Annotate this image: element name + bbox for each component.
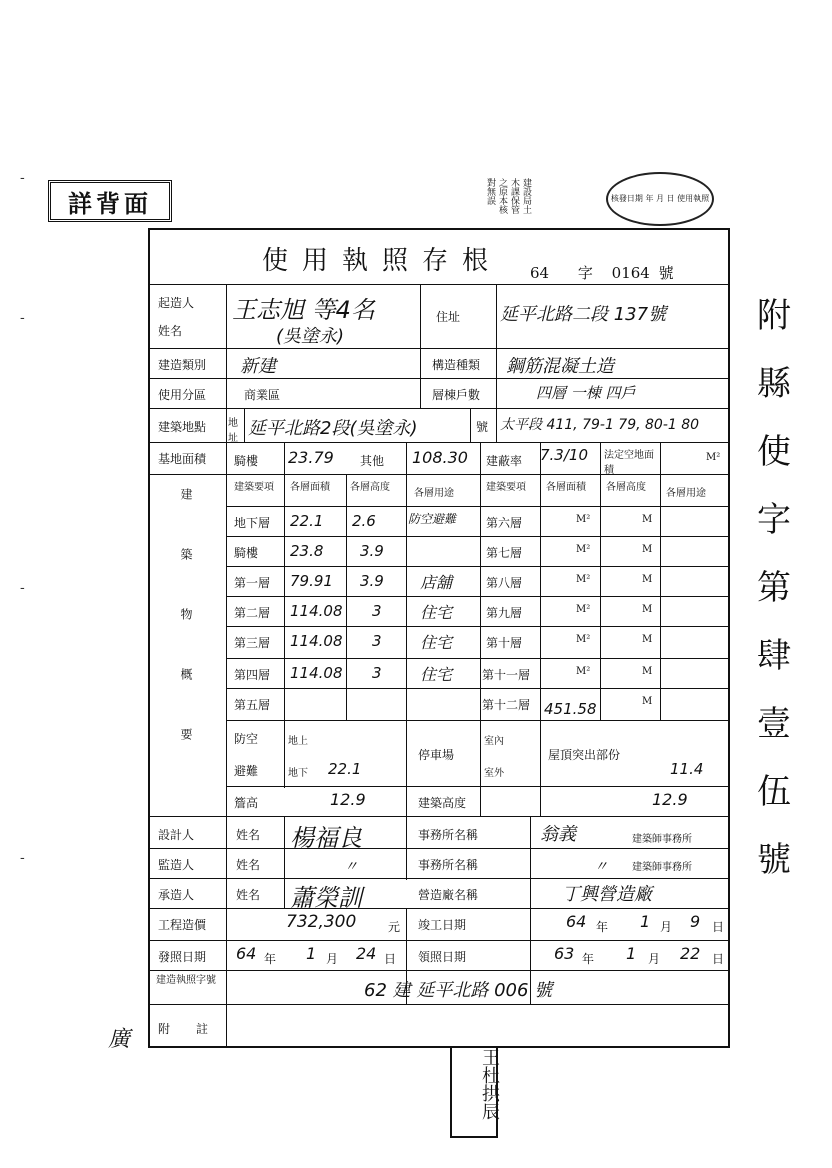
label-category: 建造類別 bbox=[158, 358, 207, 372]
label-bheight: 建築高度 bbox=[418, 796, 467, 810]
label-month: 月 bbox=[648, 952, 661, 966]
rule bbox=[226, 596, 730, 597]
label-eave: 簷高 bbox=[234, 796, 259, 810]
row-arcade: 騎樓 bbox=[234, 546, 259, 560]
value-designer-office-note: 建築師事務所 bbox=[632, 834, 692, 845]
side-seal-text bbox=[744, 282, 804, 894]
value-contractor: 蕭榮訓 bbox=[290, 884, 362, 912]
col-area-2: 各層面積 bbox=[546, 482, 586, 493]
rule bbox=[226, 536, 730, 537]
rule bbox=[226, 284, 227, 1048]
rule bbox=[480, 442, 481, 816]
rule bbox=[226, 506, 730, 507]
value-permit: 62 建 延平北路 006 號 bbox=[364, 980, 553, 1001]
rule bbox=[148, 1004, 730, 1005]
row-f7: 第七層 bbox=[486, 546, 523, 560]
rule bbox=[148, 878, 730, 879]
value-eave: 12.9 bbox=[330, 790, 366, 809]
serial-word: 字 bbox=[577, 264, 593, 282]
value-coverage: 7.3/10 bbox=[540, 446, 588, 464]
value-total-area: 451.58 bbox=[544, 700, 597, 718]
rule bbox=[226, 566, 730, 567]
unit: M² bbox=[576, 574, 591, 585]
label-receive: 領照日期 bbox=[418, 950, 467, 964]
row-f9: 第九層 bbox=[486, 606, 523, 620]
label-name: 姓名 bbox=[236, 858, 261, 872]
rule bbox=[226, 786, 730, 787]
label-month: 月 bbox=[660, 920, 673, 934]
label-area: 基地面積 bbox=[158, 452, 207, 466]
row-f8: 第八層 bbox=[486, 576, 523, 590]
label-parking: 停車場 bbox=[418, 748, 455, 762]
value-receive-day: 22 bbox=[680, 944, 701, 963]
value-f4-height: 3 bbox=[372, 664, 382, 682]
label-permit: 建造執照字號 bbox=[156, 975, 216, 986]
margin-mark: - bbox=[20, 310, 25, 326]
label-day: 日 bbox=[384, 952, 397, 966]
label-arcade: 騎樓 bbox=[234, 454, 259, 468]
value-arcade-row-height: 3.9 bbox=[360, 542, 384, 560]
label-name: 姓名 bbox=[236, 888, 261, 902]
value-below-area: 22.1 bbox=[328, 760, 362, 778]
value-roof: 11.4 bbox=[670, 760, 704, 778]
row-f5: 第五層 bbox=[234, 698, 271, 712]
stamp-detail-back bbox=[48, 180, 172, 222]
rule bbox=[244, 408, 245, 442]
side-char: 縣 bbox=[757, 364, 791, 404]
label-below: 地下 bbox=[288, 768, 308, 779]
unit: M bbox=[642, 696, 653, 707]
label-evac: 避難 bbox=[234, 764, 259, 778]
value-issue-month: 1 bbox=[306, 944, 317, 963]
value-f1-height: 3.9 bbox=[360, 572, 384, 590]
unit: M bbox=[642, 574, 653, 585]
rule bbox=[284, 816, 285, 908]
rule bbox=[600, 442, 601, 720]
row-basement: 地下層 bbox=[234, 516, 271, 530]
value-f4-use: 住宅 bbox=[420, 665, 453, 684]
rule bbox=[148, 348, 730, 349]
value-designer: 楊福良 bbox=[290, 824, 362, 852]
label-supervisor: 監造人 bbox=[158, 858, 195, 872]
row-f6: 第六層 bbox=[486, 516, 523, 530]
serial-no: 0164 bbox=[611, 264, 650, 282]
rule bbox=[226, 658, 730, 659]
label-roof: 屋頂突出部份 bbox=[548, 748, 621, 762]
value-completion-month: 1 bbox=[640, 912, 651, 931]
unit: M bbox=[642, 514, 653, 525]
value-f1-area: 79.91 bbox=[290, 572, 333, 590]
value-other-area: 108.30 bbox=[412, 448, 468, 467]
value-issue-day: 24 bbox=[356, 944, 377, 963]
value-floors: 四層 一棟 四戶 bbox=[536, 384, 636, 402]
label-indoor: 室內 bbox=[484, 736, 504, 747]
value-f4-area: 114.08 bbox=[290, 664, 343, 682]
label-issue: 發照日期 bbox=[158, 950, 207, 964]
label-day: 日 bbox=[712, 952, 725, 966]
unit: M bbox=[642, 666, 653, 677]
unit-m2: M² bbox=[706, 452, 721, 463]
col-area: 各層面積 bbox=[290, 482, 330, 493]
side-char: 使 bbox=[757, 432, 791, 472]
col-use: 各層用途 bbox=[414, 488, 454, 499]
value-zone: 商業區 bbox=[244, 388, 281, 402]
margin-mark: - bbox=[20, 170, 25, 186]
value-f3-height: 3 bbox=[372, 632, 382, 650]
rule bbox=[496, 408, 497, 442]
label-completion: 竣工日期 bbox=[418, 918, 467, 932]
rule bbox=[420, 284, 421, 408]
rule bbox=[148, 408, 730, 409]
row-f12: 第十二層 bbox=[482, 698, 531, 712]
rule bbox=[284, 442, 285, 788]
value-f1-use: 店舖 bbox=[420, 573, 453, 592]
value-site: 延平北路2段(吳塗永) bbox=[248, 418, 418, 439]
unit: M bbox=[642, 604, 653, 615]
label-designer: 設計人 bbox=[158, 828, 195, 842]
label-floors: 層棟戶數 bbox=[432, 388, 481, 402]
rule bbox=[470, 408, 471, 442]
serial-number bbox=[530, 262, 674, 283]
rule bbox=[406, 442, 407, 880]
side-char: 伍 bbox=[757, 772, 791, 812]
label-cost: 工程造價 bbox=[158, 918, 207, 932]
rule bbox=[540, 442, 541, 816]
label-contractor: 承造人 bbox=[158, 888, 195, 902]
value-basement-use: 防空避難 bbox=[408, 512, 457, 526]
circular-seal bbox=[606, 172, 714, 226]
rule bbox=[226, 720, 730, 721]
label-office: 事務所名稱 bbox=[418, 858, 479, 872]
rule bbox=[148, 284, 730, 285]
row-f10: 第十層 bbox=[486, 636, 523, 650]
rule bbox=[148, 940, 730, 941]
label-address: 住址 bbox=[436, 310, 461, 324]
value-supervisor-office-note: 建築師事務所 bbox=[632, 862, 692, 873]
unit: M bbox=[642, 634, 653, 645]
unit: M² bbox=[576, 666, 591, 677]
value-category: 新建 bbox=[240, 356, 276, 377]
row-f2: 第二層 bbox=[234, 606, 271, 620]
stamp-label: 詳背面 bbox=[68, 188, 152, 218]
value-address: 延平北路二段 137號 bbox=[500, 304, 667, 325]
serial-prefix: 64 bbox=[530, 264, 550, 282]
rule bbox=[496, 284, 497, 408]
unit: M² bbox=[576, 634, 591, 645]
value-receive-month: 1 bbox=[626, 944, 637, 963]
margin-mark: - bbox=[20, 850, 25, 866]
row-f11: 第十一層 bbox=[482, 668, 531, 682]
side-char: 壹 bbox=[757, 704, 791, 744]
margin-mark: - bbox=[20, 580, 25, 596]
label-year: 年 bbox=[264, 952, 277, 966]
rule bbox=[226, 626, 730, 627]
label-outdoor: 室外 bbox=[484, 768, 504, 779]
side-char: 字 bbox=[757, 500, 791, 540]
col-height-2: 各層高度 bbox=[606, 482, 646, 493]
col-use-2: 各層用途 bbox=[666, 488, 706, 499]
value-f3-use: 住宅 bbox=[420, 633, 453, 652]
value-basement-area: 22.1 bbox=[290, 512, 324, 530]
label-site: 建築地點 bbox=[158, 420, 207, 434]
label-building-summary: 建築物概要 bbox=[179, 488, 193, 788]
side-char: 第 bbox=[757, 568, 791, 608]
value-supervisor: 〃 bbox=[344, 859, 358, 875]
col-height: 各層高度 bbox=[350, 482, 390, 493]
rule bbox=[148, 816, 730, 817]
label-structure: 構造種類 bbox=[432, 358, 481, 372]
label-site-no: 號 bbox=[476, 420, 489, 434]
value-cost: 732,300 bbox=[286, 912, 357, 932]
unit: M² bbox=[576, 544, 591, 555]
rule bbox=[226, 688, 730, 689]
value-issue-year: 64 bbox=[236, 944, 257, 963]
value-owner-note: (吳塗永) bbox=[276, 326, 345, 347]
rule bbox=[148, 848, 730, 849]
row-f4: 第四層 bbox=[234, 668, 271, 682]
label-day: 日 bbox=[712, 920, 725, 934]
label-defense: 防空 bbox=[234, 732, 259, 746]
value-supervisor-office: 〃 bbox=[594, 859, 608, 875]
unit: M² bbox=[576, 604, 591, 615]
side-char: 肆 bbox=[757, 636, 791, 676]
value-site-no: 太平段 411, 79-1 79, 80-1 80 bbox=[500, 417, 700, 433]
unit: M² bbox=[576, 514, 591, 525]
serial-suffix: 號 bbox=[658, 264, 674, 282]
label-notes: 附註 bbox=[158, 1022, 235, 1036]
bureau-verification-stamp: 建設局土木課保管之原本核對無誤 bbox=[485, 178, 531, 214]
label-office: 事務所名稱 bbox=[418, 828, 479, 842]
bottom-seal: 王杜拱辰 bbox=[479, 1048, 500, 1120]
value-arcade-area: 23.79 bbox=[288, 448, 334, 467]
value-f2-area: 114.08 bbox=[290, 602, 343, 620]
side-char: 號 bbox=[757, 840, 791, 880]
row-f1: 第一層 bbox=[234, 576, 271, 590]
value-bheight: 12.9 bbox=[652, 790, 688, 809]
value-receive-year: 63 bbox=[554, 944, 575, 963]
value-basement-height: 2.6 bbox=[352, 512, 376, 530]
value-completion-year: 64 bbox=[566, 912, 587, 931]
col-item: 建築要項 bbox=[234, 482, 274, 493]
value-f3-area: 114.08 bbox=[290, 632, 343, 650]
value-completion-day: 9 bbox=[690, 912, 701, 931]
value-firm: 丁興營造廠 bbox=[562, 884, 652, 905]
unit: M bbox=[642, 544, 653, 555]
form-title: 使用執照存根 bbox=[262, 246, 503, 276]
side-char: 附 bbox=[757, 296, 791, 336]
rule bbox=[148, 378, 730, 379]
label-site-addr: 地址 bbox=[228, 418, 238, 444]
label-coverage: 建蔽率 bbox=[486, 454, 523, 468]
col-item-2: 建築要項 bbox=[486, 482, 526, 493]
label-zone: 使用分區 bbox=[158, 388, 207, 402]
seal-text: 核發日期 年 月 日 使用執照 bbox=[610, 194, 710, 203]
label-year: 年 bbox=[596, 920, 609, 934]
label-name: 姓名 bbox=[236, 828, 261, 842]
label-legal-area: 法定空地面積 bbox=[604, 450, 654, 476]
rule bbox=[148, 908, 730, 909]
value-f2-use: 住宅 bbox=[420, 603, 453, 622]
label-above: 地上 bbox=[288, 736, 308, 747]
label-firm: 營造廠名稱 bbox=[418, 888, 479, 902]
value-owner: 王志旭 等4名 bbox=[232, 296, 375, 324]
label-other: 其他 bbox=[360, 454, 385, 468]
rule bbox=[406, 720, 407, 786]
value-arcade-row-area: 23.8 bbox=[290, 542, 324, 560]
label-month: 月 bbox=[326, 952, 339, 966]
rule bbox=[660, 442, 661, 720]
value-f2-height: 3 bbox=[372, 602, 382, 620]
unit-yuan: 元 bbox=[388, 920, 401, 934]
row-f3: 第三層 bbox=[234, 636, 271, 650]
label-owner: 起造人 bbox=[158, 296, 195, 310]
label-year: 年 bbox=[582, 952, 595, 966]
label-owner-name: 姓名 bbox=[158, 324, 183, 338]
rule bbox=[346, 474, 347, 720]
left-signature: 廣 bbox=[108, 1027, 131, 1052]
value-designer-office: 翁義 bbox=[540, 824, 576, 845]
value-structure: 鋼筋混凝土造 bbox=[506, 356, 614, 377]
rule bbox=[148, 970, 730, 971]
